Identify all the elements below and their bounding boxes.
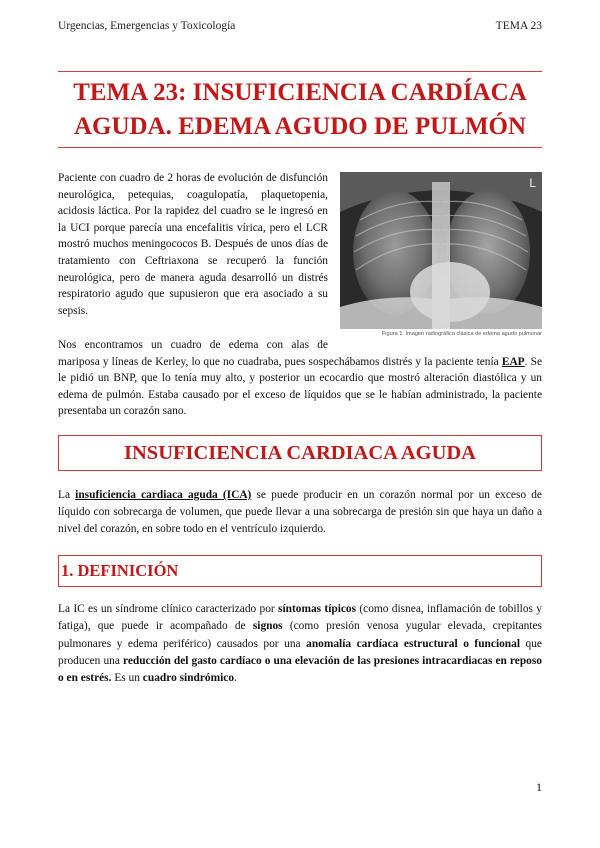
para4-b2: signos [252, 620, 283, 633]
title-line-2: AGUDA. EDEMA AGUDO DE PULMÓN [73, 113, 527, 140]
para4-t6: . [234, 672, 237, 685]
section-heading-definicion: 1. DEFINICIÓN [58, 555, 542, 587]
para2-first-line: Nos encontramos un cuadro de edema con alas de [58, 339, 328, 351]
ica-term: insuficiencia cardiaca aguda (ICA) [75, 489, 252, 501]
running-header [58, 20, 542, 32]
para2-text-b: . Se le pidió un BNP, que lo tenía muy alto, y posterior un ecocardio que mostró alteración diastólica y un edema de pulmón. Estaba causado por el exceso de líquidos que se le habían administrado, la paciente presentaba un corazón sano. [58, 355, 542, 418]
para4-b3: anomalía cardíaca estructural o funcional [306, 637, 520, 650]
case-intro-paragraph: Paciente con cuadro de 2 horas de evolución de disfunción neurológica, petequias, coagulopatía, plaquetopenia, acidosis láctica. Por la rapidez del cuadro se le ingresó en la UCI porque parecía una encefalitis vírica, pero el LCR mostró muchos meningococos B. Después de unos días de tratamiento con Ceftriaxona se recuperó la función neurológica, pero de manera aguda desarrolló un distrés respiratorio agudo que supusieron que era asociado a su sepsis. [58, 172, 328, 317]
chest-xray-image [340, 172, 542, 329]
para4-t2: (como disnea, inflamación de tobillos y fatiga), que puede ir acompañado de [58, 603, 542, 633]
para4-b5: cuadro sindrómico [142, 672, 235, 685]
header-topic: TEMA 23 [495, 20, 542, 32]
figure-caption: Figura 1. Imagen radiográfica clásica de edema agudo pulmonar [381, 331, 542, 337]
header-course: Urgencias, Emergencias y Toxicología [58, 20, 236, 32]
para3-pre: La [58, 489, 76, 501]
definition-paragraph [58, 601, 542, 687]
para4-b1: síntomas típicos [278, 603, 357, 615]
para4-t1: La IC es un síndrome clínico caracterizado por [58, 603, 279, 615]
para4-b4: reducción del gasto cardíaco o una elevación de las presiones intracardiacas en reposo o en estrés. [58, 654, 542, 685]
page-title [58, 71, 542, 148]
eap-term: EAP [501, 355, 525, 368]
para3-post: se puede producir en un corazón normal por un exceso de líquido con sobrecarga de volumen, que puede llevar a una sobrecarga de presión sin que haya un daño a nivel del corazón, en sobre todo en el ventrículo izquierdo. [58, 489, 542, 535]
para4-t5: Es un [111, 672, 143, 685]
figure-corner-label: L [529, 176, 536, 190]
para4-t4: que producen una [58, 637, 542, 667]
para4-t3: (como presión venosa yugular elevada, crepitantes pulmonares y edema periférico) causados por una [58, 620, 542, 650]
ica-paragraph [58, 487, 542, 538]
page-number: 1 [536, 780, 542, 794]
section-heading-ica: INSUFICIENCIA CARDIACA AGUDA [58, 435, 542, 471]
title-line-1: TEMA 23: INSUFICIENCIA CARDÍACA [73, 79, 527, 106]
para2-text-a: mariposa y líneas de Kerley, lo que no cuadraba, pues sospechábamos distrés y la paciente tenía [58, 355, 502, 368]
case-followup-paragraph [58, 337, 542, 420]
chest-xray-figure [340, 172, 542, 329]
